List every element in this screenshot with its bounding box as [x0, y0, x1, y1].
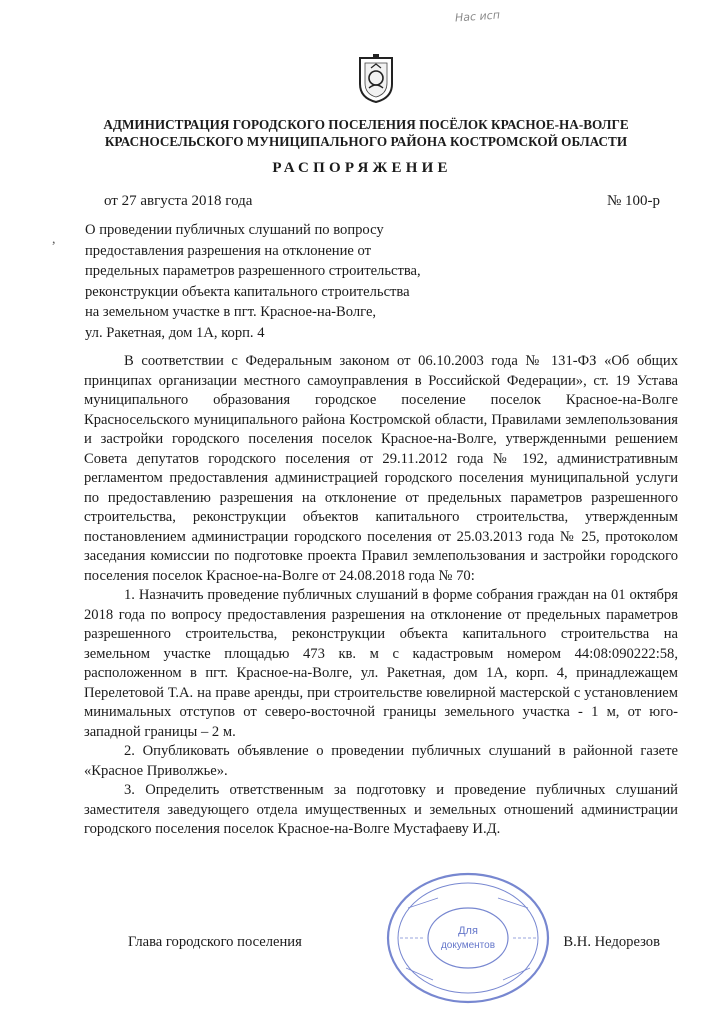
document-date: от 27 августа 2018 года [104, 193, 253, 209]
subject-line: ул. Ракетная, дом 1А, корп. 4 [85, 324, 265, 341]
signature-position: Глава городского поселения [128, 934, 302, 950]
margin-mark: , [52, 232, 56, 247]
document-body [84, 352, 678, 840]
subject-line: О проведении публичных слушаний по вопросу [85, 222, 384, 238]
preamble-paragraph: В соответствии с Федеральным законом от 06.10.2003 года № 131-ФЗ «Об общих принципах организации местного самоуправления в Российской Федерации», ст. 19 Устава муниципального образования городское поселение поселок Красное-на-Волге Красносельского муниципального района Костромской области, Правилами землепользования и застройки городского поселения поселок Красное-на-Волге, утвержденными решением Совета депутатов городского поселения от 29.11.2012 года № 192, административным регламентом предоставления администрацией городского поселения муниципальной услуги по предоставлению разрешения на отклонение от предельных параметров разрешенного строительства, реконструкции объектов капитального строительства, утвержденным постановлением администрации городского поселения от 25.03.2013 года № 25, протоколом заседания комиссии по подготовке проекта Правил землепользования и застройки городского поселения поселок Красное-на-Волге от 24.08.2018 года № 70: [84, 353, 678, 584]
subject-block [85, 220, 421, 344]
coat-of-arms-emblem [357, 54, 395, 104]
signature-name: В.Н. Недорезов [563, 934, 660, 950]
header-line-2: КРАСНОСЕЛЬСКОГО МУНИЦИПАЛЬНОГО РАЙОНА КОСТРОМСКОЙ ОБЛАСТИ [104, 134, 628, 149]
subject-line: предельных параметров разрешенного строительства, [85, 263, 421, 280]
handwritten-note: Нас исп [454, 8, 501, 25]
document-number: № 100-р [606, 193, 660, 209]
header-line-1: АДМИНИСТРАЦИЯ ГОРОДСКОГО ПОСЕЛЕНИЯ ПОСЁЛОК КРАСНОЕ-НА-ВОЛГЕ [103, 117, 629, 132]
stamp-center-line-2: документов [440, 940, 496, 951]
stamp-center-line-1: Для [458, 925, 478, 937]
official-stamp [378, 868, 558, 1008]
subject-line: на земельном участке в пгт. Красное-на-Волге, [85, 304, 377, 321]
subject-line: предоставления разрешения на отклонение от [85, 242, 372, 259]
item-1-paragraph: 1. Назначить проведение публичных слушаний в форме собрания граждан на 01 октября 2018 года по вопросу предоставления разрешения на отклонение от предельных параметров разрешенного строительства, реконструкции объекта капитального строительства на земельном участке площадью 473 кв. м с кадастровым номером 44:08:090222:58, расположенном в пгт. Красное-на-Волге, ул. Ракетная, дом 1А, корп. 4, принадлежащем Перелетовой Т.А. на праве аренды, при строительстве ювелирной мастерской с установлением минимальных отступов от северо-восточной границы земельного участка - 1 м, от юго-западной границы – 2 м. [84, 587, 678, 740]
item-3-paragraph: 3. Определить ответственным за подготовку и проведение публичных слушаний заместителя заведующего отдела имущественных и земельных отношений администрации городского поселения поселок Красное-на-Волге Мустафаеву И.Д. [84, 782, 678, 837]
document-title: РАСПОРЯЖЕНИЕ [272, 160, 452, 176]
subject-line: реконструкции объекта капитального строительства [85, 283, 410, 300]
item-2-paragraph: 2. Опубликовать объявление о проведении публичных слушаний в районной газете «Красное Приволжье». [84, 743, 678, 779]
